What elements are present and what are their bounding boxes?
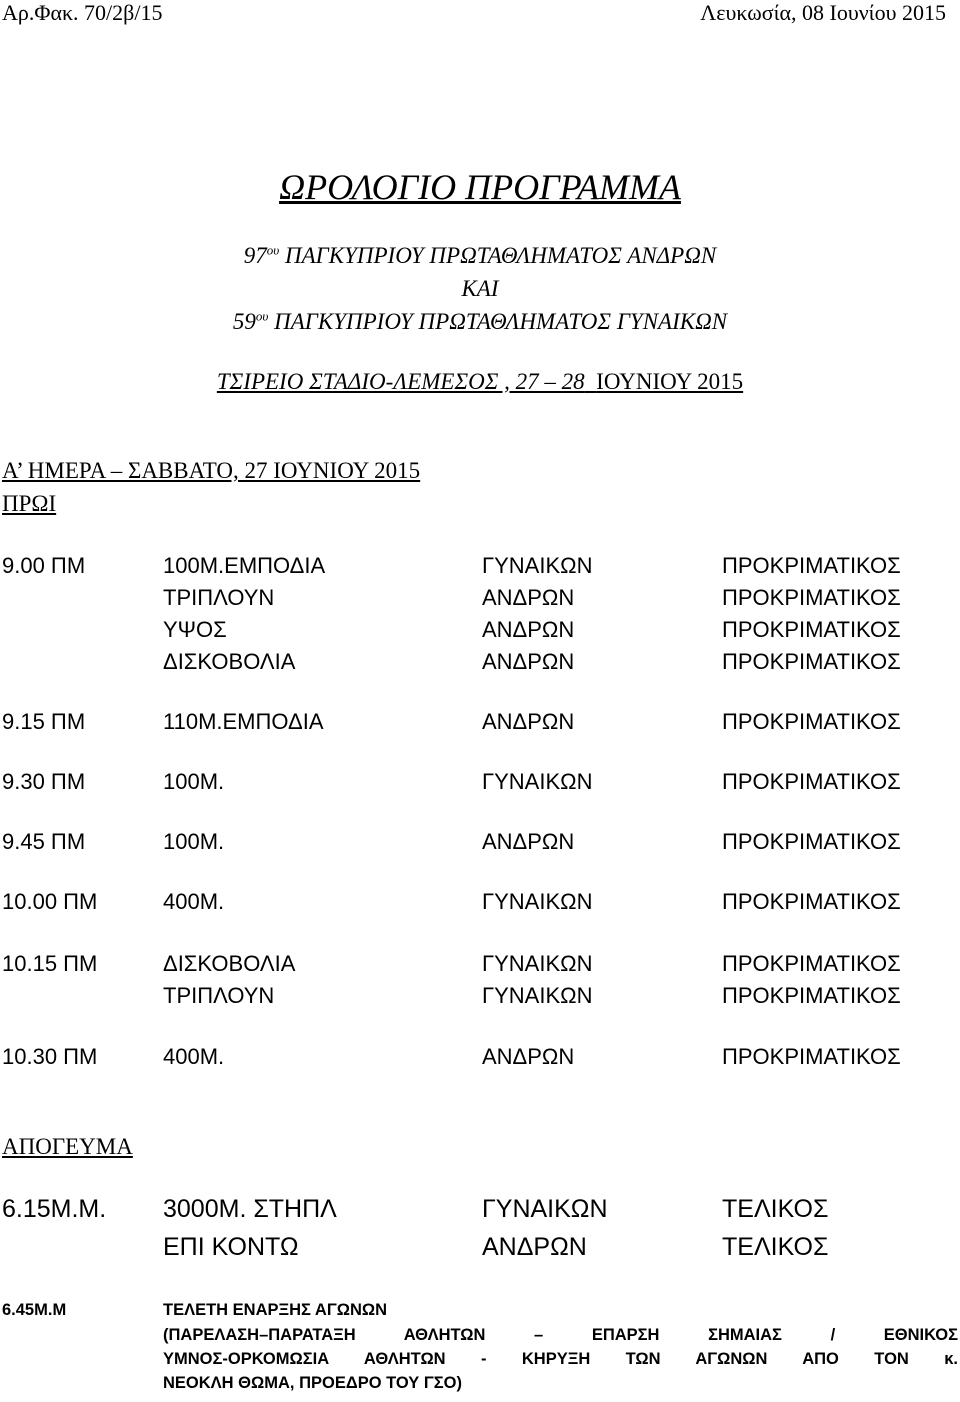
- day-heading: Α’ ΗΜΕΡΑ – ΣΑΒΒΑΤΟ, 27 ΙΟΥΝΙΟΥ 2015: [2, 458, 421, 483]
- venue-text: ΤΣΙΡΕΙΟ ΣΤΑΔΙΟ-ΛΕΜΕΣΟΣ , 27 – 28: [216, 369, 585, 394]
- schedule-category: ΓΥΝΑΙΚΩΝ: [482, 889, 593, 914]
- venue-month: ΙΟΥΝΙΟΥ 2015: [596, 369, 744, 394]
- schedule-event: ΔΙΣΚΟΒΟΛΙΑ: [163, 951, 296, 976]
- schedule-round: ΠΡΟΚΡΙΜΑΤΙΚΟΣ: [722, 829, 901, 854]
- schedule-event: 100Μ.ΕΜΠΟΔΙΑ: [163, 553, 326, 578]
- schedule-round: ΤΕΛΙΚΟΣ: [722, 1233, 829, 1261]
- schedule-round: ΠΡΟΚΡΙΜΑΤΙΚΟΣ: [722, 983, 901, 1008]
- schedule-event: 400Μ.: [163, 1044, 225, 1069]
- page-title: ΩΡΟΛΟΓΙΟ ΠΡΟΓΡΑΜΜΑ: [279, 167, 681, 207]
- schedule-round: ΠΡΟΚΡΙΜΑΤΙΚΟΣ: [722, 769, 901, 794]
- subtitle-men-ordinal: ου: [266, 242, 280, 258]
- schedule-event: ΤΡΙΠΛΟΥΝ: [163, 983, 275, 1008]
- schedule-event: 100Μ.: [163, 769, 225, 794]
- header-line: [0, 0, 960, 30]
- schedule-time: 9.00 ΠΜ: [2, 553, 86, 578]
- subtitle-men-number: 97: [243, 243, 267, 268]
- schedule-category: ΓΥΝΑΙΚΩΝ: [482, 769, 593, 794]
- schedule-round: ΠΡΟΚΡΙΜΑΤΙΚΟΣ: [722, 889, 901, 914]
- schedule-round: ΤΕΛΙΚΟΣ: [722, 1195, 829, 1223]
- document-date: Λευκωσία, 08 Ιουνίου 2015: [700, 0, 946, 25]
- schedule-category: ΑΝΔΡΩΝ: [482, 829, 575, 854]
- schedule-category: ΑΝΔΡΩΝ: [482, 617, 575, 642]
- schedule-round: ΠΡΟΚΡΙΜΑΤΙΚΟΣ: [722, 709, 901, 734]
- ceremony-time: 6.45Μ.Μ: [2, 1301, 67, 1319]
- subtitle-men-text: ΠΑΓΚΥΠΡΙΟΥ ΠΡΩΤΑΘΛΗΜΑΤΟΣ ΑΝΔΡΩΝ: [279, 243, 717, 268]
- morning-heading: ΠΡΩΙ: [2, 491, 57, 516]
- schedule-event: 100Μ.: [163, 829, 225, 854]
- schedule-time: 10.30 ΠΜ: [2, 1044, 98, 1069]
- schedule-category: ΑΝΔΡΩΝ: [482, 585, 575, 610]
- subtitle-and: ΚΑΙ: [461, 276, 499, 301]
- schedule-round: ΠΡΟΚΡΙΜΑΤΙΚΟΣ: [722, 649, 901, 674]
- schedule-time: 10.15 ΠΜ: [2, 951, 98, 976]
- schedule-category: ΓΥΝΑΙΚΩΝ: [482, 983, 593, 1008]
- schedule-time: 9.30 ΠΜ: [2, 769, 86, 794]
- schedule-category: ΑΝΔΡΩΝ: [482, 709, 575, 734]
- schedule-time: 9.15 ΠΜ: [2, 709, 86, 734]
- subtitle-women-text: ΠΑΓΚΥΠΡΙΟΥ ΠΡΩΤΑΘΛΗΜΑΤΟΣ ΓΥΝΑΙΚΩΝ: [268, 309, 728, 334]
- schedule-category: ΑΝΔΡΩΝ: [482, 1233, 587, 1261]
- schedule-round: ΠΡΟΚΡΙΜΑΤΙΚΟΣ: [722, 951, 901, 976]
- schedule-event: 400Μ.: [163, 889, 225, 914]
- ceremony-details-line: ΥΜΝΟΣ-ΟΡΚΟΜΩΣΙΑ ΑΘΛΗΤΩΝ - ΚΗΡΥΞΗ ΤΩΝ ΑΓΩΝΩΝ ΑΠΟ ΤΟΝ κ.: [163, 1350, 958, 1368]
- schedule-category: ΑΝΔΡΩΝ: [482, 649, 575, 674]
- schedule-event: ΥΨΟΣ: [163, 617, 227, 642]
- file-reference: Αρ.Φακ. 70/2β/15: [2, 0, 163, 25]
- schedule-category: ΑΝΔΡΩΝ: [482, 1044, 575, 1069]
- venue-dates: [0, 368, 960, 396]
- subtitle-women-number: 59: [232, 309, 256, 334]
- afternoon-heading: ΑΠΟΓΕΥΜΑ: [2, 1134, 133, 1159]
- subtitle-men: [0, 242, 960, 270]
- schedule-round: ΠΡΟΚΡΙΜΑΤΙΚΟΣ: [722, 553, 901, 578]
- schedule-event: ΕΠΙ ΚΟΝΤΩ: [163, 1233, 299, 1261]
- schedule-category: ΓΥΝΑΙΚΩΝ: [482, 1195, 608, 1223]
- ceremony-title: ΤΕΛΕΤΗ ΕΝΑΡΞΗΣ ΑΓΩΝΩΝ: [163, 1301, 388, 1319]
- schedule-event: ΤΡΙΠΛΟΥΝ: [163, 585, 275, 610]
- ceremony-details-line: (ΠΑΡΕΛΑΣΗ–ΠΑΡΑΤΑΞΗ ΑΘΛΗΤΩΝ – ΕΠΑΡΣΗ ΣΗΜΑΙΑΣ / ΕΘΝΙΚΟΣ: [163, 1326, 958, 1344]
- subtitle-women: [0, 308, 960, 336]
- schedule-event: 3000Μ. ΣΤΗΠΛ: [163, 1195, 337, 1223]
- ceremony-details-line: ΝΕΟΚΛΗ ΘΩΜΑ, ΠΡΟΕΔΡΟ ΤΟΥ ΓΣΟ): [163, 1374, 463, 1392]
- schedule-time: 10.00 ΠΜ: [2, 889, 98, 914]
- schedule-round: ΠΡΟΚΡΙΜΑΤΙΚΟΣ: [722, 617, 901, 642]
- schedule-time: 9.45 ΠΜ: [2, 829, 86, 854]
- schedule-round: ΠΡΟΚΡΙΜΑΤΙΚΟΣ: [722, 1044, 901, 1069]
- schedule-category: ΓΥΝΑΙΚΩΝ: [482, 951, 593, 976]
- schedule-category: ΓΥΝΑΙΚΩΝ: [482, 553, 593, 578]
- schedule-event: 110Μ.ΕΜΠΟΔΙΑ: [163, 709, 324, 734]
- subtitle-women-ordinal: ου: [255, 308, 269, 324]
- schedule-round: ΠΡΟΚΡΙΜΑΤΙΚΟΣ: [722, 585, 901, 610]
- schedule-event: ΔΙΣΚΟΒΟΛΙΑ: [163, 649, 296, 674]
- schedule-time: 6.15Μ.Μ.: [2, 1195, 107, 1223]
